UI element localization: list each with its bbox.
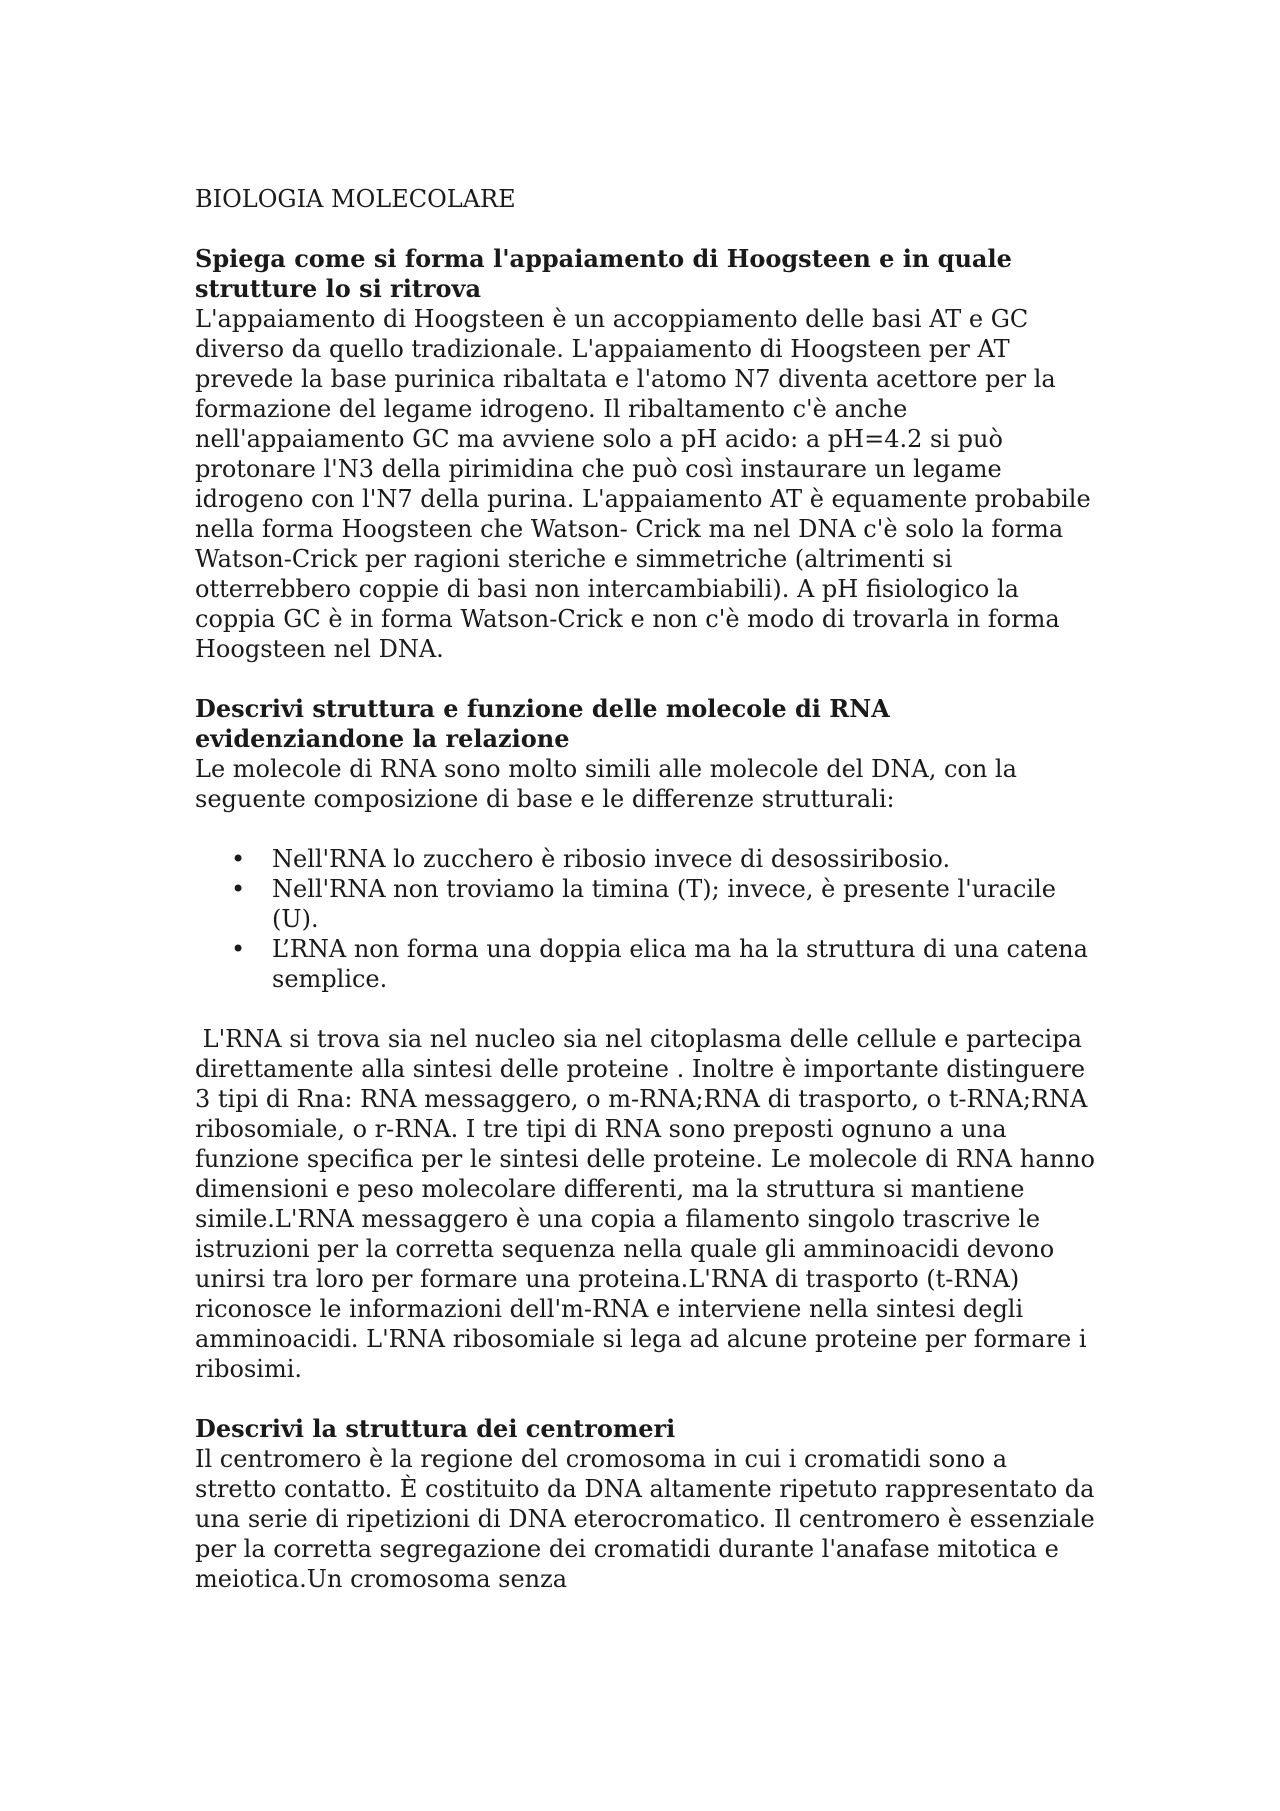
bullet-icon: • xyxy=(231,875,246,903)
section-intro: Le molecole di RNA sono molto simili alle molecole del DNA, con la seguente composizione di base e le differenze strutturali: xyxy=(195,755,1017,813)
section-heading: Descrivi la struttura dei centromeri xyxy=(195,1414,676,1443)
bullet-icon: • xyxy=(231,845,246,873)
list-item-text: Nell'RNA lo zucchero è ribosio invece di desossiribosio. xyxy=(272,845,951,873)
section-paragraph: L'appaiamento di Hoogsteen è un accoppiamento delle basi AT e GC diverso da quello tradizionale. L'appaiamento di Hoogsteen per AT prevede la base purinica ribaltata e l'atomo N7 diventa acettore per la formazione del legame idrogeno. Il ribaltamento c'è anche nell'appaiamento GC ma avviene solo a pH acido: a pH=4.2 si può protonare l'N3 della pirimidina che può così instaurare un legame idrogeno con l'N7 della purina. L'appaiamento AT è equamente probabile nella forma Hoogsteen che Watson- Crick ma nel DNA c'è solo la forma Watson-Crick per ragioni steriche e simmetriche (altrimenti si otterrebbero coppie di basi non intercambiabili). A pH fisiologico la coppia GC è in forma Watson-Crick e non c'è modo di trovarla in forma Hoogsteen nel DNA. xyxy=(195,305,1091,663)
section-heading: Spiega come si forma l'appaiamento di Hoogsteen e in quale strutture lo si ritrova xyxy=(195,244,1012,303)
document-title: BIOLOGIA MOLECOLARE xyxy=(195,185,516,213)
document-page xyxy=(195,184,1103,1624)
section-paragraph: Il centromero è la regione del cromosoma in cui i cromatidi sono a stretto contatto. È costituito da DNA altamente ripetuto rappresentato da una serie di ripetizioni di DNA eterocromatico. Il centromero è essenziale per la corretta segregazione dei cromatidi durante l'anafase mitotica e meiotica.Un cromosoma senza xyxy=(195,1445,1095,1593)
section-rna xyxy=(195,694,1103,1384)
section-heading: Descrivi struttura e funzione delle molecole di RNA evidenziandone la relazione xyxy=(195,694,890,753)
section-hoogsteen xyxy=(195,244,1095,664)
list-item-text: Nell'RNA non troviamo la timina (T); invece, è presente l'uracile (U). xyxy=(272,875,1056,933)
bullet-list xyxy=(195,844,1095,994)
list-item xyxy=(195,874,1095,934)
list-item xyxy=(195,844,1095,874)
section-paragraph: L'RNA si trova sia nel nucleo sia nel citoplasma delle cellule e partecipa direttamente alla sintesi delle proteine . Inoltre è importante distinguere 3 tipi di Rna: RNA messaggero, o m-RNA;RNA di trasporto, o t-RNA;RNA ribosomiale, o r-RNA. I tre tipi di RNA sono preposti ognuno a una funzione specifica per le sintesi delle proteine. Le molecole di RNA hanno dimensioni e peso molecolare differenti, ma la struttura si mantiene simile.L'RNA messaggero è una copia a filamento singolo trascrive le istruzioni per la corretta sequenza nella quale gli amminoacidi devono unirsi tra loro per formare una proteina.L'RNA di trasporto (t-RNA) riconosce le informazioni dell'm-RNA e interviene nella sintesi degli amminoacidi. L'RNA ribosomiale si lega ad alcune proteine per formare i ribosimi. xyxy=(195,1025,1103,1383)
list-item-text: L’RNA non forma una doppia elica ma ha la struttura di una catena semplice. xyxy=(272,935,1088,993)
section-centromeri xyxy=(195,1414,1095,1594)
list-item xyxy=(195,934,1095,994)
bullet-icon: • xyxy=(231,935,246,963)
